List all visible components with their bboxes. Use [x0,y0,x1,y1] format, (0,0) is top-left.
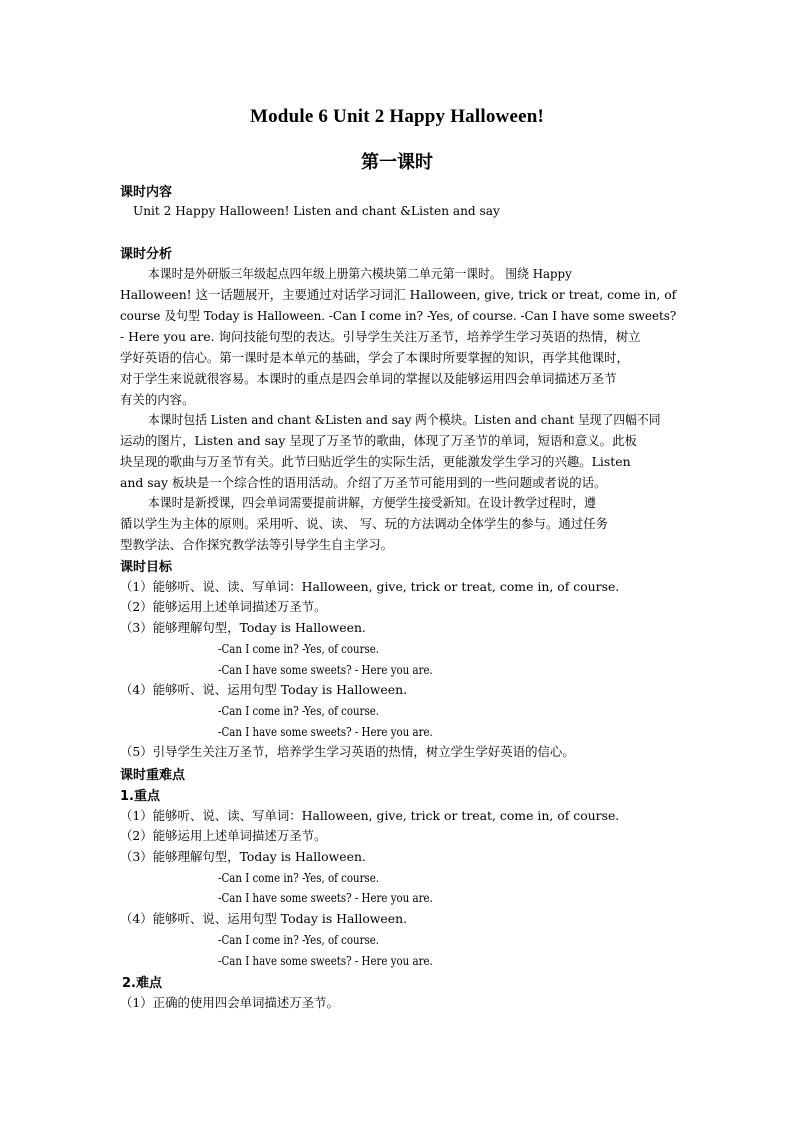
goal-item: （5）引导学生关注万圣节，培养学生学习英语的热情，树立学生学好英语的信心。 [120,744,575,759]
content-text: Unit 2 Happy Halloween! Listen and chant &Listen and say [133,203,500,218]
analysis-line: Halloween! 这一话题展开，主要通过对话学习词汇 Halloween, give, trick or treat, come in, of [120,287,677,302]
keypoint-item: -Can I have some sweets? - Here you are. [218,953,433,968]
keypoint-item: （1）能够听、说、读、写单词：Halloween, give, trick or treat, come in, of course. [120,808,620,823]
goal-item: （2）能够运用上述单词描述万圣节。 [120,599,327,614]
analysis-line: 对于学生来说就很容易。本课时的重点是四会单词的掌握以及能够运用四会单词描述万圣节 [120,371,617,386]
keypoint-item: （2）能够运用上述单词描述万圣节。 [120,828,327,843]
section-heading-analysis: 课时分析 [120,247,173,262]
analysis-line: 有关的内容。 [120,392,195,407]
analysis-line: 本课时是新授课，四会单词需要提前讲解，方便学生接受新知。在设计教学过程时，遵 [148,495,596,510]
analysis-line: 本课时是外研版三年级起点四年级上册第六模块第二单元第一课时。 围绕 Happy [148,266,572,281]
keypoint-item: （3）能够理解句型，Today is Halloween. [120,849,366,864]
goal-item: -Can I have some sweets? - Here you are. [218,724,433,739]
section-heading-content: 课时内容 [120,185,173,200]
section-heading-goals: 课时目标 [120,560,173,575]
analysis-line: 循以学生为主体的原则。采用听、说、读、 写、玩的方法调动全体学生的参与。通过任务 [120,516,609,531]
analysis-line: 学好英语的信心。第一课时是本单元的基础，学会了本课时所要掌握的知识，再学其他课时， [120,350,629,365]
analysis-line: 型教学法、合作探究教学法等引导学生自主学习。 [120,537,394,552]
keypoint-item: -Can I come in? -Yes, of course. [218,932,380,947]
goal-item: （1）能够听、说、读、写单词：Halloween, give, trick or treat, come in, of course. [120,579,620,594]
keypoint-item: （4）能够听、说、运用句型 Today is Halloween. [120,911,408,926]
section-heading-keypoints: 课时重难点 [120,768,186,783]
goal-item: （4）能够听、说、运用句型 Today is Halloween. [120,682,408,697]
analysis-line: - Here you are. 询问技能句型的表达。引导学生关注万圣节，培养学生学习英语的热情，树立 [120,329,641,344]
document-subtitle: 第一课时 [361,152,433,173]
keypoint-item: -Can I have some sweets? - Here you are. [218,890,433,905]
analysis-line: 块呈现的歌曲与万圣节有关。此节曰贴近学生的实际生活，更能激发学生学习的兴趣。Listen [120,454,631,469]
goal-item: -Can I come in? -Yes, of course. [218,703,380,718]
goal-item: -Can I come in? -Yes, of course. [218,641,380,656]
goal-item: （3）能够理解句型，Today is Halloween. [120,620,366,635]
subheading-difficulty: 2.难点 [122,976,162,991]
goal-item: -Can I have some sweets? - Here you are. [218,662,433,677]
keypoint-item: -Can I come in? -Yes, of course. [218,870,380,885]
analysis-line: and say 板块是一个综合性的语用活动。介绍了万圣节可能用到的一些问题或者说的话。 [120,475,607,490]
analysis-line: course 及句型 Today is Halloween. -Can I come in? -Yes, of course. -Can I have some sweets? [120,308,677,323]
analysis-line: 运动的图片，Listen and say 呈现了万圣节的歌曲，体现了万圣节的单词，短语和意义。此板 [120,433,637,448]
difficulty-item: （1）正确的使用四会单词描述万圣节。 [120,995,339,1010]
document-title: Module 6 Unit 2 Happy Halloween! [249,106,545,127]
analysis-line: 本课时包括 Listen and chant &Listen and say 两个模块。Listen and chant 呈现了四幅不同 [148,412,661,427]
subheading-key: 1.重点 [120,789,160,804]
